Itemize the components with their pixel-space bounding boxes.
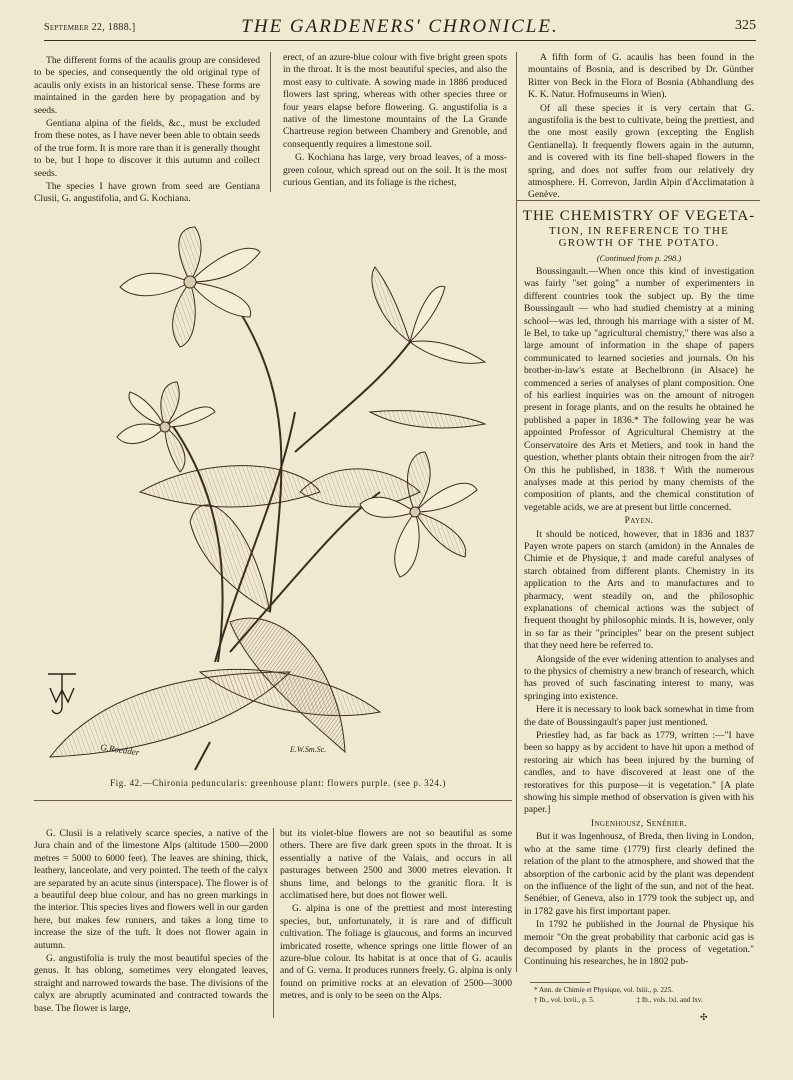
issue-date: September 22, 1888.] bbox=[44, 22, 136, 33]
article-body bbox=[524, 266, 754, 974]
paragraph: The different forms of the acaulis group are considered to be species, and consequently the old original type of acaulis only exists in an historical sense. These forms are maintained in the garden here by propagation and by seeds. bbox=[34, 55, 260, 116]
column-1-bottom bbox=[34, 828, 268, 1018]
paragraph: Alongside of the ever widening attention to analyses and to the physics of chemistry a new branch of research, which has proved of such fascinating interest to many, was springing into existence. bbox=[524, 653, 754, 702]
article-title-line: THE CHEMISTRY OF VEGETA- bbox=[522, 208, 756, 224]
footnote-rule bbox=[530, 982, 590, 983]
engraver-signature: E.W.Sm.Sc. bbox=[290, 745, 327, 754]
artist-signature: G.Roedder bbox=[99, 742, 140, 758]
footnote: ‡ Ib., vols. lxi. and lxv. bbox=[636, 995, 703, 1004]
paragraph: erect, of an azure-blue colour with five bright green spots in the throat. It is the most beautiful species, and also the most easy to cultivate. A sowing made in 1886 produced flowers last spring, whereas with other species three or four years elapse before flowering. G. angustifolia is a native of the limestone mountains of the La Grande Chartreuse region between Chambery and Grenoble, and consequently requires a limestone soil. bbox=[283, 52, 507, 150]
section-rule bbox=[516, 200, 760, 201]
flowers bbox=[117, 227, 485, 577]
article-title-line: GROWTH OF THE POTATO. bbox=[558, 237, 720, 249]
paragraph: G. Kochiana has large, very broad leaves, of a moss-green colour, which spread out on the soil. It is the most curious Gentian, and its foliage is the richest, bbox=[283, 152, 507, 189]
footnote: † Ib., vol. lxvii., p. 5. bbox=[534, 995, 595, 1004]
article-title bbox=[516, 208, 762, 249]
paragraph: But it was Ingenhousz, of Breda, then living in London, who at the same time (1779) first clearly defined the relation of the plant to the atmosphere, and showed that the absorption of the carbonic acid by the plant was dependent on the influence of the light of the sun, and not of the heat. Senébier, of Geneva, also in 1779 took the subject up, and in 1782 gave his first important paper. bbox=[524, 831, 754, 917]
paragraph: Gentiana alpina of the fields, &c., must be excluded from these notes, as I have never been able to obtain seeds of the true form. It is more rare than it is generally thought to be, but I hope to discover it this autumn and collect seeds. bbox=[34, 118, 260, 179]
footnote bbox=[534, 996, 756, 1006]
column-2-bottom bbox=[280, 828, 512, 1018]
article-title-line: TION, IN REFERENCE TO THE bbox=[548, 225, 730, 237]
paragraph: The species I have grown from seed are Gentiana Clusii, G. angustifolia, and G. Kochiana. bbox=[34, 181, 260, 205]
caption-rule bbox=[34, 800, 512, 801]
monogram-logo bbox=[48, 674, 76, 714]
paragraph: Boussingault.—When once this kind of investigation was fairly "set going" a number of experimenters in different countries took the subject up. By the time Boussingault — who had studied chemistry at a mining school—was led, through his marriage with a sister of M. le Bel, to take up "agricultural chemistry," there was also a large amount of information in the shape of papers communicated to learned societies and journals. On his brother-in-law's estate at Bechelbronn (in Alsace) he commenced a series of analyses of plant composition. One of his earliest inquiries was on the amount of nitrogen present in forage plants, and on the results he obtained he published a paper in 1836.* The following year he was appointed Professor of Agricultural Chemistry at the Conservatoire des Arts et Metiers, and took in hand the question, whether plants obtain their nitrogen from the air? On this he published, in 1838.† With the numerous analyses made at this period by many chemists of the composition of plants, and the chemical constitution of vegetable acids, we are at present but little concerned. bbox=[524, 266, 754, 513]
paragraph: G. alpina is one of the prettiest and most interesting species, but, unfortunately, it is rare and of difficult cultivation. The foliage is glaucous, and forms an incurved imbricated rosette, whence springs one little flower of an azure-blue colour. Its habitat is at once that of G. acaulis and of G. verna. It produces runners freely. G. alpina is only found on primitive rocks at an elevation of 2500—3000 metres, and is only to be seen on the Alps. bbox=[280, 903, 512, 1002]
figure-caption: Fig. 42.—Chironia peduncularis: greenhouse plant: flowers purple. (see p. 324.) bbox=[110, 778, 446, 788]
end-ornament: ✣ bbox=[700, 1012, 708, 1022]
footnotes bbox=[534, 986, 756, 1005]
paragraph: G. Clusii is a relatively scarce species, a native of the Jura chain and of the limestone Alps (altitude 1500—2000 metres = 5000 to 6000 feet). The leaves are shining, thick, leathery, lanceolate, and very pointed. The teeth of the calyx are separated by an acute sinus (interspace). The flower is of a beautiful deep blue colour, and has no green markings in the interior. This species lives and flowers well in our garden here, but makes few runners, and takes a long time to increase the size of the tuft. It does not flower again in autumn. bbox=[34, 828, 269, 951]
column-1-top bbox=[34, 55, 260, 205]
column-rule bbox=[273, 828, 274, 1018]
paragraph: Here it is necessary to look back somewhat in time from the date of Boussingault's paper just mentioned. bbox=[524, 704, 754, 728]
column-rule bbox=[516, 52, 517, 972]
paragraph: Of all these species it is very certain that G. angustifolia is the best to cultivate, being the prettiest, and the one most easily grown (excepting the English Gentianella). It frequently flowers again in the autumn, and is covered with its fine bell-shaped flowers in the spring, and does not suffer from our relatively dry atmosphere. H. Correvon, Jardin Alpin d'Acclimatation à Genève. bbox=[528, 102, 754, 201]
paragraph: but its violet-blue flowers are not so beautiful as some others. There are five dark green spots in the throat. It is essentially a native of the Valais, and occurs in all pasturages between 2500 and 3000 metres elevation. It shuns lime, and belongs to the granitic flora. It is acclimatised here, but does not flower well. bbox=[280, 828, 512, 902]
subheading-payen: Payen. bbox=[624, 516, 654, 527]
column-rule bbox=[270, 52, 271, 192]
paragraph: In 1792 he published in the Journal de Physique his memoir "On the great probability that carbonic acid gas is decomposed by plants in the process of vegetation." Continuing his researches, he in 1802 pub- bbox=[524, 919, 754, 968]
masthead-title: THE GARDENERS' CHRONICLE. bbox=[241, 16, 559, 37]
paragraph: Priestley had, as far back as 1779, written :—"I have been so happy as by accident to have hit upon a method of restoring air which has been injured by the burning of candles, and to have discovered at least one of the restoratives for this purpose—it is vegetation." [A plate showing his simple method of observation is given with his paper.] bbox=[524, 730, 754, 816]
column-3-top bbox=[528, 52, 754, 200]
continued-note: (Continued from p. 298.) bbox=[596, 253, 682, 263]
paragraph: G. angustifolia is truly the most beautiful species of the genus. It has oblong, sometimes very elongated leaves, straight and narrowed towards the base. The divisions of the calyx are abruptly acuminated and contracted towards the base. The flower is large, bbox=[34, 953, 268, 1014]
paragraph: A fifth form of G. acaulis has been found in the mountains of Bosnia, and is described by Dr. Günther Ritter von Beck in the Flora of Bosnia (Abhandlung des K. K. Natur. Hofmuseums in Wien). bbox=[528, 52, 754, 101]
page-header bbox=[44, 14, 756, 41]
page-number: 325 bbox=[735, 18, 756, 33]
subheading-ingenhousz: Ingenhousz, Senébier. bbox=[590, 818, 688, 829]
footnote: * Ann. de Chimie et Physique, vol. lxiii., p. 225. bbox=[534, 986, 673, 994]
botanical-illustration bbox=[40, 192, 516, 772]
paragraph: It should be noticed, however, that in 1836 and 1837 Payen wrote papers on starch (amidon) in the Annales de Chimie et de Physique,‡ and made careful analyses of starch obtained from different plants. Chemistry in its application to the Arts and to manufactures and to pharmacy, went steadily on, and the philosophic explanations of chemical actions was the subject of frequent thought by philosophic minds. It is, however, only in so far as their "principles" bear on the present subject that they need here be referred to. bbox=[524, 528, 754, 652]
